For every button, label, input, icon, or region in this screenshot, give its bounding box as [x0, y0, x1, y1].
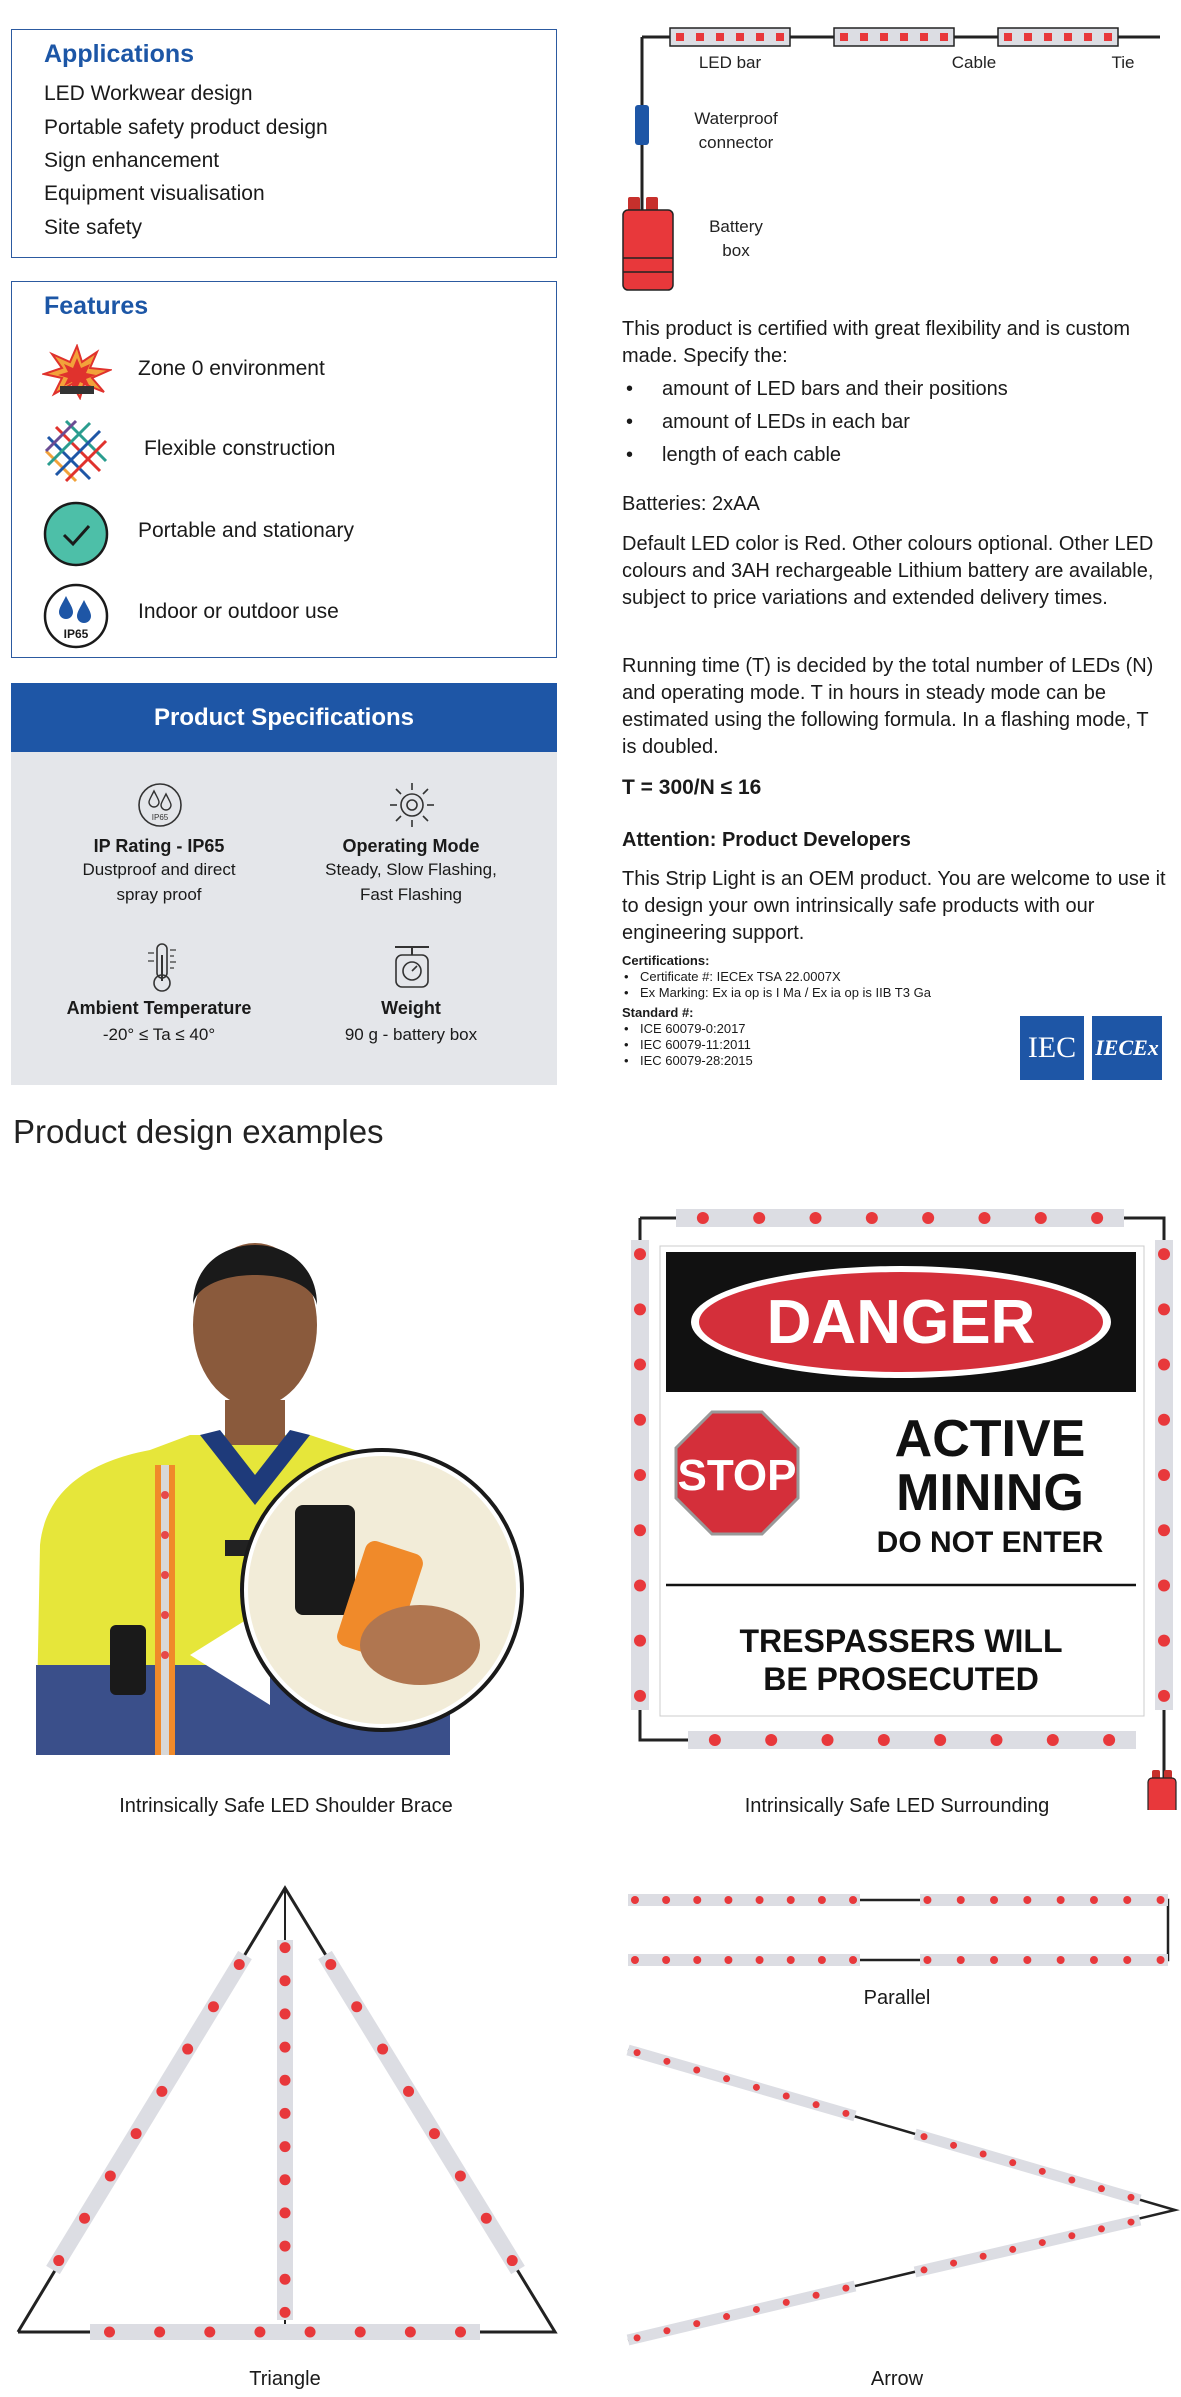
led-dot: [1023, 1896, 1031, 1904]
led-dot: [507, 2255, 518, 2266]
led-dot: [280, 1975, 291, 1986]
sign-active: ACTIVE: [894, 1410, 1086, 1468]
spec-ip-title: IP Rating - IP65: [93, 836, 225, 856]
triangle-diagram: [10, 1880, 570, 2350]
check-icon: [42, 500, 110, 568]
standard-title: Standard #:: [622, 1005, 694, 1020]
led-dot: [403, 2086, 414, 2097]
led-dot: [940, 33, 948, 41]
led-bar: [628, 2050, 855, 2116]
led-bar: [915, 2220, 1140, 2272]
led-dot: [634, 1635, 646, 1647]
led-dot: [934, 1734, 946, 1746]
led-dot: [455, 2170, 466, 2181]
led-dot: [1158, 1359, 1170, 1371]
led-dot: [481, 2213, 492, 2224]
thermometer-icon: [142, 941, 182, 993]
led-dot: [1158, 1303, 1170, 1315]
led-dot: [79, 2213, 90, 2224]
led-dot: [1039, 2239, 1046, 2246]
led-dot: [1098, 2225, 1105, 2232]
spec-bullet: • amount of LEDs in each bar: [622, 409, 1167, 436]
application-item: Equipment visualisation: [44, 182, 265, 205]
led-dot: [980, 2150, 987, 2157]
spec-weight-title: Weight: [381, 998, 441, 1018]
led-dot: [280, 2207, 291, 2218]
led-dot: [921, 2266, 928, 2273]
led-dot: [842, 2285, 849, 2292]
led-dot: [842, 2110, 849, 2117]
standard-item: • IEC 60079-28:2015: [622, 1053, 1042, 1069]
led-dot: [693, 1956, 701, 1964]
led-dot: [1128, 2194, 1135, 2201]
ip65-spec-icon-text: IP65: [151, 813, 169, 822]
led-dot: [736, 33, 744, 41]
led-dot: [1158, 1690, 1170, 1702]
battery-box: [623, 197, 673, 290]
sign-stop: STOP: [677, 1451, 797, 1500]
ip65-spec-icon: [136, 781, 184, 829]
led-dot: [280, 2042, 291, 2053]
led-dot: [1057, 1896, 1065, 1904]
led-bar-label: LED bar: [698, 53, 762, 72]
led-dot: [634, 1469, 646, 1481]
led-dot: [355, 2327, 366, 2338]
led-dot: [950, 2260, 957, 2267]
led-dot: [753, 2084, 760, 2091]
led-dot: [305, 2327, 316, 2338]
led-dot: [1123, 1956, 1131, 1964]
led-dot: [154, 2327, 165, 2338]
led-dot: [1068, 2177, 1075, 2184]
led-dot: [254, 2327, 265, 2338]
led-dot: [1157, 1956, 1165, 1964]
application-item: LED Workwear design: [44, 82, 253, 105]
led-dot: [351, 2001, 362, 2012]
led-dot: [53, 2255, 64, 2266]
led-dot: [787, 1896, 795, 1904]
parallel-diagram: [620, 1885, 1180, 1975]
attention-title: Attention: Product Developers: [622, 829, 911, 851]
led-dot: [900, 33, 908, 41]
led-dot: [1047, 1734, 1059, 1746]
led-dot: [280, 2108, 291, 2119]
weight-scale-icon: [389, 941, 435, 991]
certification-item: • Ex Marking: Ex ia op is I Ma / Ex ia op is IIB T3 Ga: [622, 985, 1042, 1001]
led-dot: [1035, 1212, 1047, 1224]
led-dot: [280, 2141, 291, 2152]
attention-text: This Strip Light is an OEM product. You are welcome to use it to design your own intrinsically safe products with our engineering support.: [622, 868, 1166, 944]
led-bar: [688, 1731, 1136, 1749]
led-dot: [922, 1212, 934, 1224]
led-dot: [822, 1734, 834, 1746]
applications-title: Applications: [44, 40, 195, 68]
led-dot: [204, 2327, 215, 2338]
battery-label: Battery: [709, 217, 763, 236]
sign-trespass: BE PROSECUTED: [763, 1661, 1039, 1697]
led-dot: [878, 1734, 890, 1746]
applications-box: [11, 29, 557, 258]
waterproof-connector: [635, 105, 649, 145]
spec-weight: [281, 998, 541, 1047]
strip-light-diagram: [620, 20, 1180, 295]
led-dot: [950, 2142, 957, 2149]
led-dot: [280, 2008, 291, 2019]
spec-bullet: • length of each cable: [622, 442, 1167, 469]
features-box: [11, 281, 557, 658]
led-dot: [1004, 33, 1012, 41]
led-dot: [280, 1942, 291, 1953]
cable-label: Cable: [951, 53, 997, 72]
ip65-icon: [42, 582, 110, 650]
led-dot: [756, 1896, 764, 1904]
sign-danger: DANGER: [766, 1288, 1036, 1357]
standard-item: • ICE 60079-0:2017: [622, 1021, 1042, 1037]
led-dot: [1057, 1956, 1065, 1964]
led-dot: [455, 2327, 466, 2338]
led-dot: [280, 2307, 291, 2318]
spec-ambient-temperature: [29, 998, 289, 1047]
application-item: Portable safety product design: [44, 116, 328, 139]
triangle-label: Triangle: [249, 2368, 321, 2390]
led-dot: [1158, 1469, 1170, 1481]
led-dot: [840, 33, 848, 41]
spec-mode-title: Operating Mode: [342, 836, 480, 856]
shoulder-brace-image: [30, 1205, 550, 1775]
led-dot: [849, 1896, 857, 1904]
standard-item: • IEC 60079-11:2011: [622, 1037, 1042, 1053]
led-dot: [753, 1212, 765, 1224]
led-dot: [990, 1734, 1002, 1746]
led-dot: [957, 1896, 965, 1904]
led-dot: [783, 2299, 790, 2306]
led-bar: [676, 1209, 1124, 1227]
led-dot: [860, 33, 868, 41]
led-dot: [676, 33, 684, 41]
led-dot: [156, 2086, 167, 2097]
led-dot: [923, 1956, 931, 1964]
led-dot: [693, 1896, 701, 1904]
led-dot: [663, 2058, 670, 2065]
feature-label: Portable and stationary: [138, 519, 354, 542]
iec-logo: IEC: [1020, 1016, 1084, 1080]
led-dot: [765, 1734, 777, 1746]
led-dot: [920, 33, 928, 41]
led-dot: [776, 33, 784, 41]
led-dot: [1039, 2168, 1046, 2175]
color-text: Default LED color is Red. Other colours optional. Other LED colours and 3AH rechargeable Lithium battery are available, subject to price variations and extended delivery times.: [622, 533, 1154, 609]
led-dot: [634, 1579, 646, 1591]
led-dot: [1091, 1212, 1103, 1224]
led-dot: [280, 2174, 291, 2185]
led-dot: [724, 1956, 732, 1964]
led-dot: [1023, 1956, 1031, 1964]
led-dot: [1104, 33, 1112, 41]
led-dot: [208, 2001, 219, 2012]
led-bar: [998, 28, 1118, 46]
led-dot: [405, 2327, 416, 2338]
connector-label: Waterproof: [694, 109, 778, 128]
led-dot: [662, 1896, 670, 1904]
led-dot: [631, 1956, 639, 1964]
led-dot: [631, 1896, 639, 1904]
battery-box: [1148, 1770, 1176, 1810]
tie-label: Tie: [1111, 53, 1135, 72]
led-dot: [723, 2313, 730, 2320]
spec-temp-line: -20° ≤ Ta ≤ 40°: [102, 1025, 216, 1044]
led-dot: [634, 1248, 646, 1260]
led-dot: [1158, 1248, 1170, 1260]
led-dot: [634, 1303, 646, 1315]
iecex-logo: IECEx: [1092, 1016, 1162, 1080]
led-surround-sign: [620, 1200, 1180, 1810]
led-dot: [1044, 33, 1052, 41]
led-dot: [723, 2075, 730, 2082]
feature-label: Flexible construction: [144, 437, 336, 460]
led-dot: [990, 1896, 998, 1904]
led-dot: [1158, 1524, 1170, 1536]
led-dot: [813, 2292, 820, 2299]
sign-mining: MINING: [896, 1464, 1084, 1522]
led-dot: [1090, 1956, 1098, 1964]
spec-weight-line: 90 g - battery box: [344, 1025, 478, 1044]
operating-mode-icon: [388, 781, 436, 829]
led-dot: [1158, 1635, 1170, 1647]
spec-ip-line: spray proof: [116, 885, 202, 904]
battery-label: box: [722, 241, 750, 260]
led-dot: [1128, 2219, 1135, 2226]
led-dot: [1157, 1896, 1165, 1904]
batteries-text: Batteries: 2xAA: [622, 493, 760, 515]
led-dot: [1024, 33, 1032, 41]
led-dot: [280, 2075, 291, 2086]
sign-trespass: TRESPASSERS WILL: [739, 1623, 1063, 1659]
specifications-title: Product Specifications: [11, 683, 557, 752]
led-dot: [1123, 1896, 1131, 1904]
led-dot: [1103, 1734, 1115, 1746]
led-dot: [696, 33, 704, 41]
led-dot: [1158, 1579, 1170, 1591]
led-dot: [978, 1212, 990, 1224]
spec-mode-line: Fast Flashing: [359, 885, 463, 904]
led-dot: [182, 2044, 193, 2055]
led-dot: [813, 2101, 820, 2108]
led-dot: [697, 1212, 709, 1224]
led-dot: [693, 2066, 700, 2073]
led-bar: [628, 2286, 855, 2340]
sign-do-not-enter: DO NOT ENTER: [876, 1526, 1104, 1559]
led-dot: [818, 1896, 826, 1904]
certifications-title: Certifications:: [622, 953, 710, 968]
led-dot: [990, 1956, 998, 1964]
feature-label: Indoor or outdoor use: [138, 600, 339, 623]
led-dot: [105, 2170, 116, 2181]
running-time-text: Running time (T) is decided by the total number of LEDs (N) and operating mode. T in hours in steady mode can be estimated using the following formula. In a flashing mode, T is doubled.: [622, 655, 1154, 758]
spec-bullet: • amount of LED bars and their positions: [622, 376, 1167, 403]
intro-text: This product is certified with great flexibility and is custom made. Specify the:: [622, 318, 1130, 367]
led-dot: [1009, 2159, 1016, 2166]
arrow-diagram: [620, 2030, 1180, 2350]
led-dot: [724, 1896, 732, 1904]
led-dot: [280, 2274, 291, 2285]
led-bar: [915, 2134, 1140, 2200]
led-dot: [957, 1956, 965, 1964]
led-dot: [1064, 33, 1072, 41]
shoulder-brace-caption: Intrinsically Safe LED Shoulder Brace: [119, 1795, 453, 1817]
led-dot: [716, 33, 724, 41]
led-dot: [1068, 2232, 1075, 2239]
led-dot: [1090, 1896, 1098, 1904]
led-dot: [634, 1524, 646, 1536]
led-dot: [810, 1212, 822, 1224]
led-dot: [709, 1734, 721, 1746]
certification-item: • Certificate #: IECEx TSA 22.0007X: [622, 969, 1042, 985]
led-dot: [923, 1896, 931, 1904]
application-item: Sign enhancement: [44, 149, 220, 172]
led-dot: [753, 2306, 760, 2313]
spec-ip-rating: [29, 836, 289, 907]
led-dot: [429, 2128, 440, 2139]
certifications: [622, 953, 1042, 1069]
led-dot: [634, 1414, 646, 1426]
led-dot: [634, 1359, 646, 1371]
led-dot: [1158, 1414, 1170, 1426]
led-dot: [1009, 2246, 1016, 2253]
led-bar: [670, 28, 790, 46]
led-dot: [818, 1956, 826, 1964]
led-dot: [634, 2049, 641, 2056]
led-dot: [663, 2327, 670, 2334]
led-dot: [325, 1959, 336, 1970]
feature-label: Zone 0 environment: [138, 357, 325, 380]
led-dot: [849, 1956, 857, 1964]
surround-caption: Intrinsically Safe LED Surrounding: [744, 1795, 1050, 1817]
mesh-icon: [42, 417, 110, 485]
led-dot: [1098, 2185, 1105, 2192]
explosion-icon: [42, 344, 112, 400]
led-dot: [783, 2093, 790, 2100]
led-dot: [921, 2133, 928, 2140]
specifications-panel: [11, 683, 557, 1085]
spec-operating-mode: [281, 836, 541, 907]
led-dot: [377, 2044, 388, 2055]
led-dot: [787, 1956, 795, 1964]
spec-mode-line: Steady, Slow Flashing,: [325, 860, 497, 879]
led-dot: [131, 2128, 142, 2139]
led-dot: [104, 2327, 115, 2338]
parallel-label: Parallel: [863, 1987, 931, 2009]
formula: T = 300/N ≤ 16: [622, 776, 762, 799]
arrow-label: Arrow: [870, 2368, 924, 2390]
led-dot: [880, 33, 888, 41]
product-intro: [622, 316, 1167, 469]
led-dot: [662, 1956, 670, 1964]
spec-ip-line: Dustproof and direct: [82, 860, 236, 879]
led-dot: [634, 1690, 646, 1702]
led-dot: [1084, 33, 1092, 41]
led-dot: [980, 2253, 987, 2260]
led-dot: [756, 1956, 764, 1964]
spec-temp-title: Ambient Temperature: [66, 998, 252, 1018]
led-bar: [834, 28, 954, 46]
led-dot: [234, 1959, 245, 1970]
led-dot: [866, 1212, 878, 1224]
connector-label: connector: [698, 133, 774, 152]
application-item: Site safety: [44, 216, 143, 239]
led-dot: [693, 2320, 700, 2327]
features-title: Features: [44, 292, 149, 320]
examples-heading: Product design examples: [13, 1113, 384, 1150]
led-dot: [280, 2241, 291, 2252]
led-dot: [756, 33, 764, 41]
led-dot: [634, 2334, 641, 2341]
ip65-icon-text: IP65: [63, 627, 89, 641]
